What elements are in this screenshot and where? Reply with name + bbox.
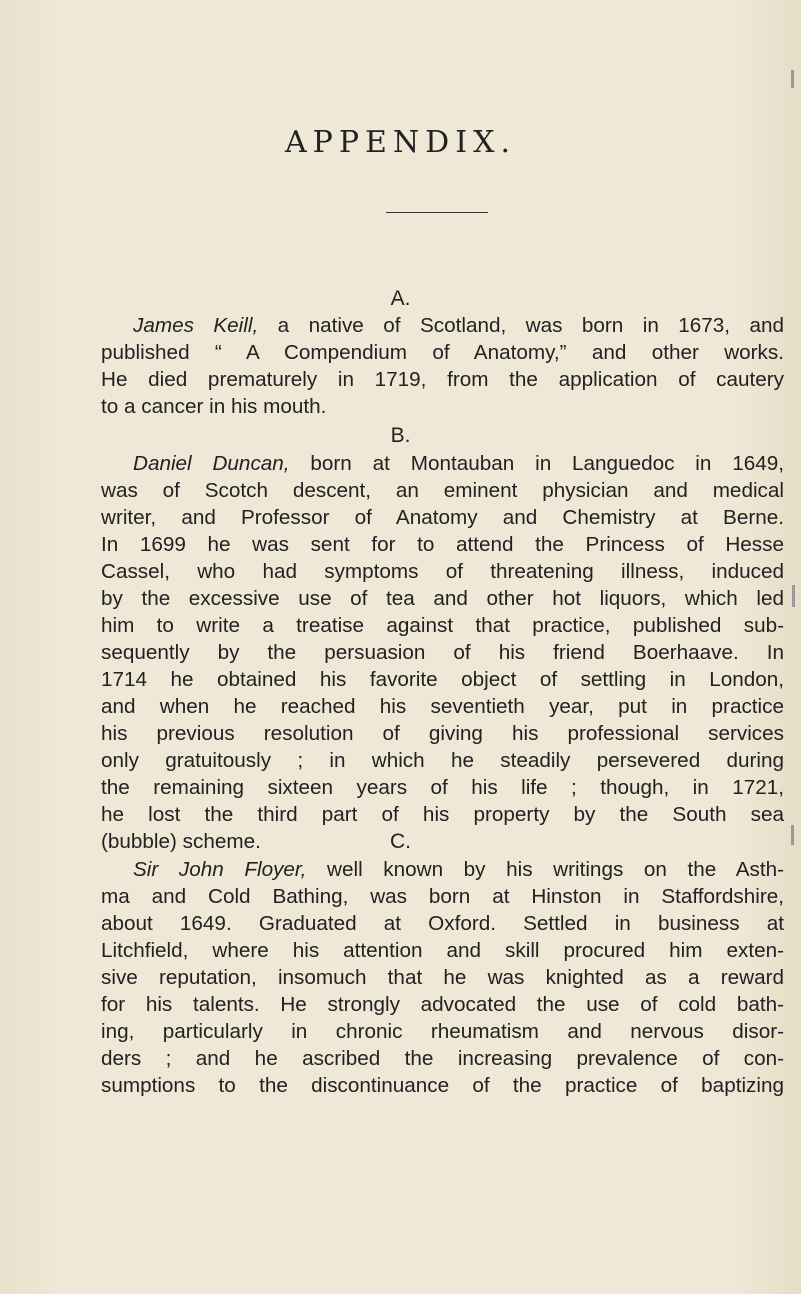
paragraph-line: Sir John Floyer, well known by his writings on the Asth-: [133, 858, 784, 881]
paragraph-line: to a cancer in his mouth.: [101, 395, 327, 418]
paragraph-line: the remaining sixteen years of his life ; though, in 1721,: [101, 776, 784, 799]
paragraph-line: he lost the third part of his property by the South sea: [101, 803, 784, 826]
person-name-daniel-duncan: Daniel Duncan,: [133, 452, 290, 475]
page-edge-mark: [792, 585, 795, 607]
paragraph-line: Litchfield, where his attention and skill procured him exten-: [101, 939, 784, 962]
paragraph-line: 1714 he obtained his favorite object of settling in London,: [101, 668, 784, 691]
paragraph-line: for his talents. He strongly advocated the use of cold bath-: [101, 993, 784, 1016]
paragraph-line: only gratuitously ; in which he steadily persevered during: [101, 749, 784, 772]
paragraph-line: published “ A Compendium of Anatomy,” and other works.: [101, 341, 784, 364]
section-b-paragraph: [101, 450, 784, 855]
paragraph-line: Daniel Duncan, born at Montauban in Languedoc in 1649,: [133, 452, 784, 475]
section-c-paragraph: [101, 856, 784, 1099]
paragraph-line: him to write a treatise against that practice, published sub-: [101, 614, 784, 637]
page-edge-mark: [791, 70, 794, 88]
title-divider: [386, 212, 488, 213]
section-letter-b: B.: [390, 424, 411, 447]
paragraph-line: ma and Cold Bathing, was born at Hinston in Staffordshire,: [101, 885, 784, 908]
paragraph-line: sive reputation, insomuch that he was knighted as a reward: [101, 966, 784, 989]
paragraph-line: writer, and Professor of Anatomy and Chemistry at Berne.: [101, 506, 784, 529]
section-letter-a: A.: [390, 287, 411, 310]
section-a-paragraph: [101, 312, 784, 420]
paragraph-line: sumptions to the discontinuance of the practice of baptizing: [101, 1074, 784, 1097]
page-edge-mark: [791, 825, 794, 845]
paragraph-line: about 1649. Graduated at Oxford. Settled in business at: [101, 912, 784, 935]
paragraph-line: his previous resolution of giving his professional services: [101, 722, 784, 745]
paragraph-line: was of Scotch descent, an eminent physician and medical: [101, 479, 784, 502]
paragraph-line: sequently by the persuasion of his friend Boerhaave. In: [101, 641, 784, 664]
paragraph-line: (bubble) scheme.: [101, 830, 261, 853]
paragraph-line: ders ; and he ascribed the increasing prevalence of con-: [101, 1047, 784, 1070]
paragraph-line: He died prematurely in 1719, from the application of cautery: [101, 368, 784, 391]
paragraph-line: In 1699 he was sent for to attend the Princess of Hesse: [101, 533, 784, 556]
paragraph-line: Cassel, who had symptoms of threatening illness, induced: [101, 560, 784, 583]
paragraph-line: James Keill, a native of Scotland, was born in 1673, and: [133, 314, 784, 337]
person-name-john-floyer: Sir John Floyer,: [133, 858, 307, 881]
section-letter-c: C.: [390, 830, 411, 853]
person-name-james-keill: James Keill,: [133, 314, 259, 337]
appendix-title: APPENDIX.: [285, 125, 516, 160]
paragraph-line: ing, particularly in chronic rheumatism and nervous disor-: [101, 1020, 784, 1043]
paragraph-line: and when he reached his seventieth year, put in practice: [101, 695, 784, 718]
paragraph-line: by the excessive use of tea and other hot liquors, which led: [101, 587, 784, 610]
